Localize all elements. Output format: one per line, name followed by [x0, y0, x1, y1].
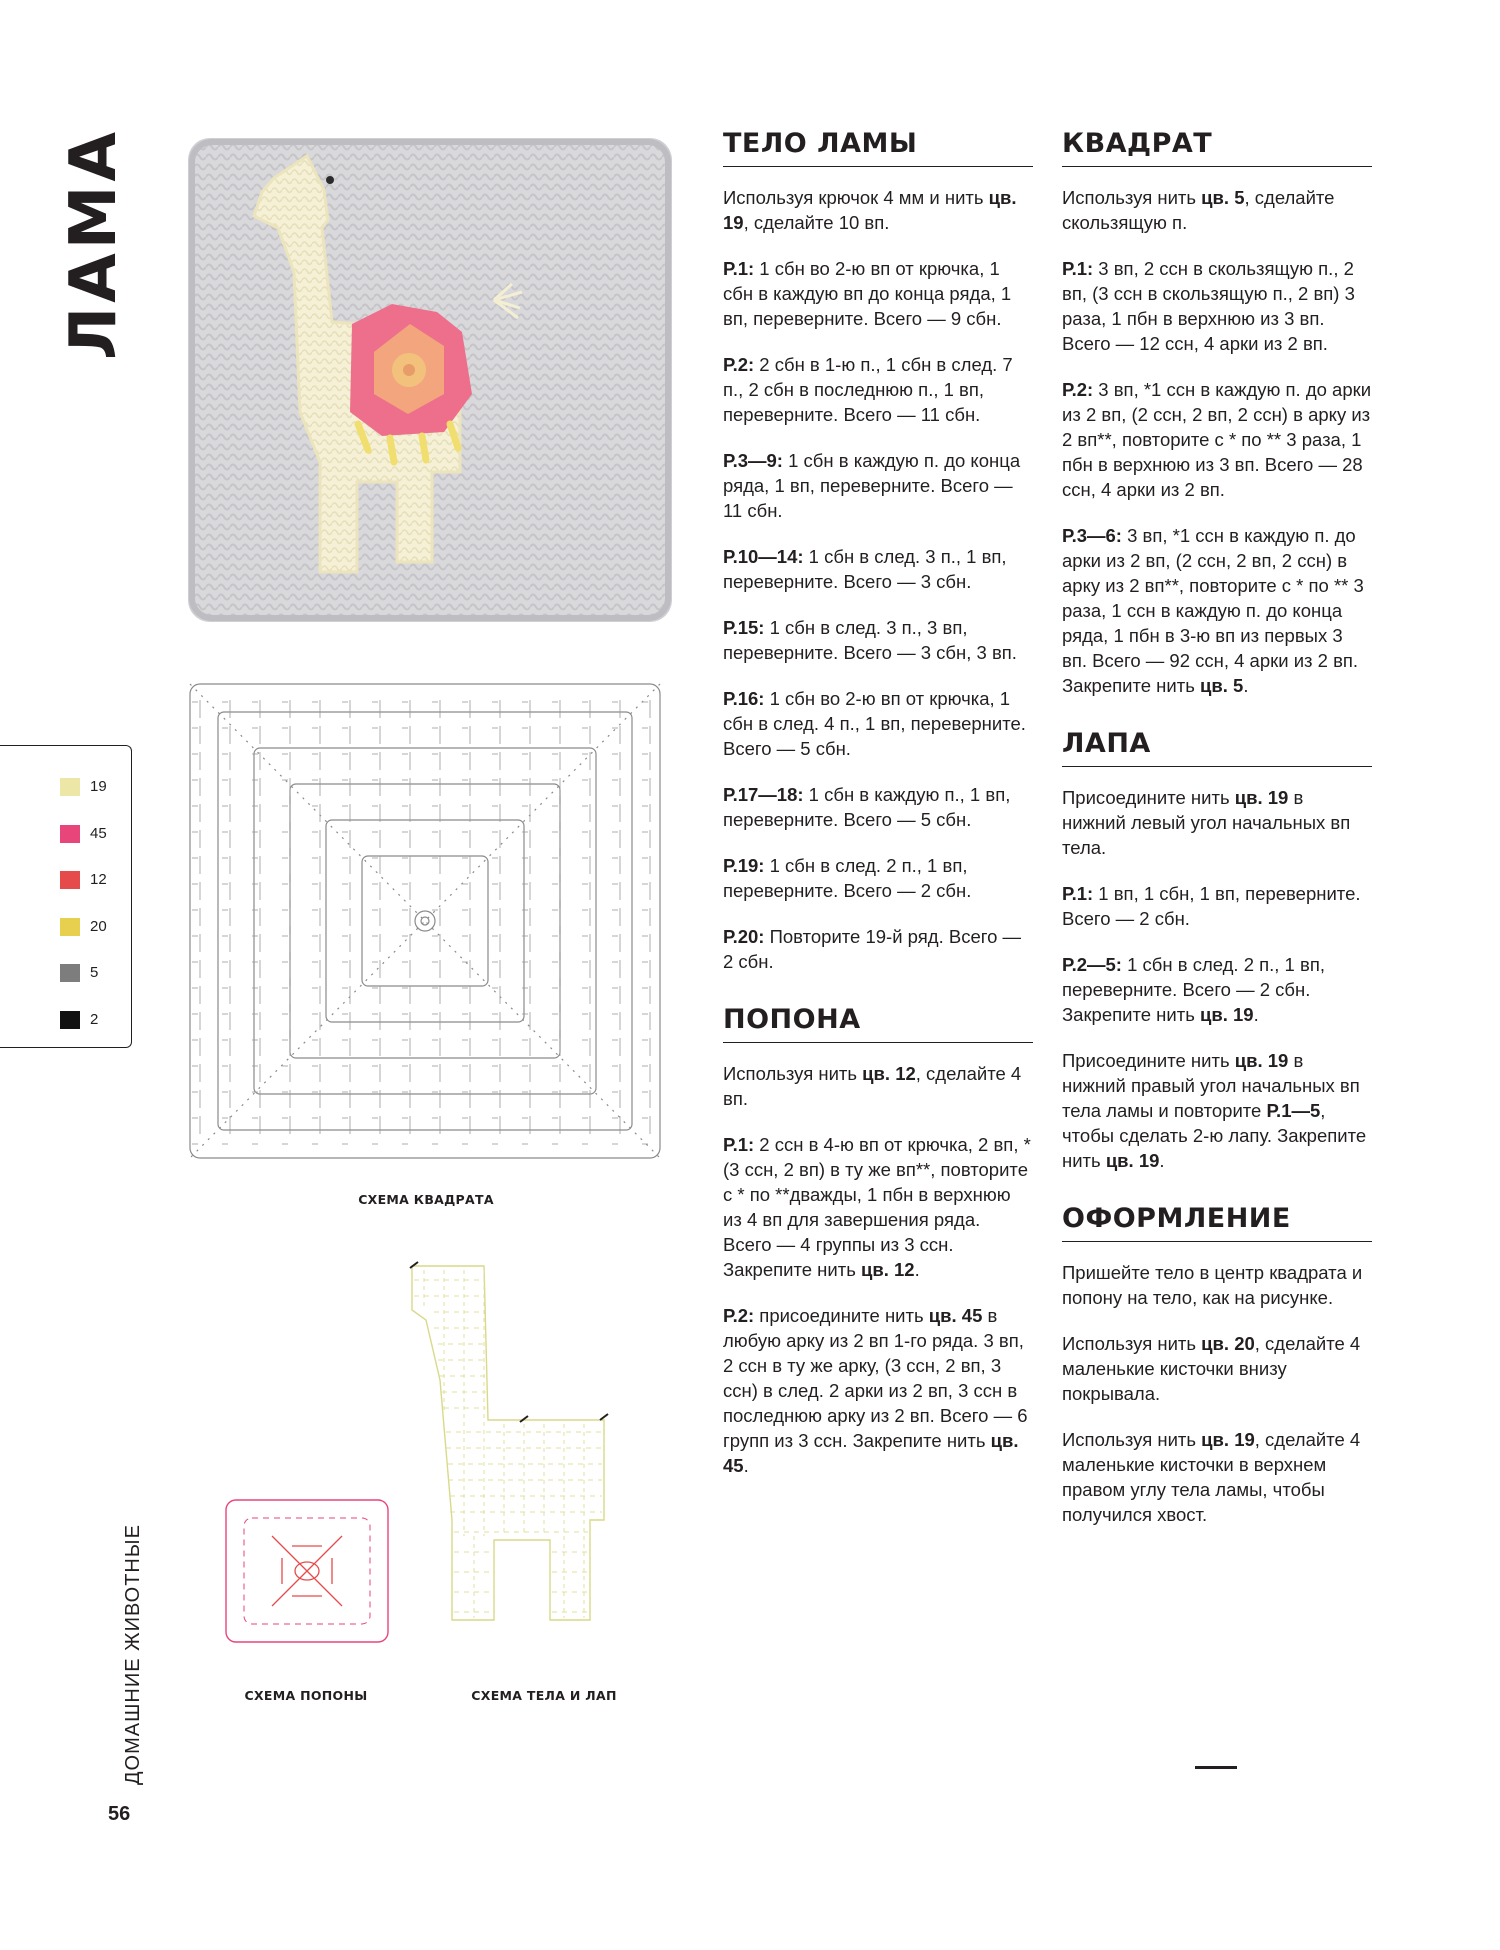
blanket-chart [222, 1496, 392, 1646]
text-run: Повторите 19-й ряд. Всего — 2 сбн. [723, 926, 1022, 972]
text-run: в любую арку из 2 вп 1-го ряда. 3 вп, 2 ссн в ту же арку, (3 ссн, 2 вп, 3 ссн) в след. 2 арки из 2 вп, 3 ссн в последнюю арку из 2 вп. Всего — 6 групп из 3 ссн. Закрепите нить [723, 1305, 1028, 1451]
legend-label: 12 [90, 871, 107, 888]
bold-run: Р.19: [723, 855, 765, 876]
bold-run: цв. 5 [1201, 187, 1245, 208]
section-square [1062, 126, 1372, 698]
legend-swatch [60, 871, 80, 889]
square-chart-caption: СХЕМА КВАДРАТА [358, 1192, 494, 1207]
text-run: 1 сбн во 2-ю вп от крючка, 1 сбн в след. 4 п., 1 вп, переверните. Всего — 5 сбн. [723, 688, 1026, 759]
llama-square-photo [182, 132, 678, 628]
text-run: Присоедините нить [1062, 1050, 1235, 1071]
text-run: Используя нить [1062, 1333, 1202, 1354]
text-run: Пришейте тело в центр квадрата и попону на тело, как на рисунке. [1062, 1262, 1363, 1308]
square-paragraph [1062, 185, 1372, 235]
legend-swatch [60, 825, 80, 843]
section-body [723, 126, 1033, 974]
body-paragraph [723, 448, 1033, 523]
leg-paragraph [1062, 785, 1372, 860]
bold-run: цв. 19 [1105, 1150, 1160, 1171]
blanket-paragraph [723, 1061, 1033, 1111]
section-body-text [723, 185, 1033, 974]
page-title: ЛАМА [57, 128, 131, 360]
text-run: 1 сбн в след. 3 п., 1 вп, переверните. Всего — 3 сбн. [723, 546, 1007, 592]
bold-run: Р.17—18: [723, 784, 804, 805]
section-finishing [1062, 1201, 1372, 1527]
blanket-paragraph [723, 1132, 1033, 1282]
text-run: 1 вп, 1 сбн, 1 вп, переверните. Всего — 2 сбн. [1062, 883, 1361, 929]
body-paragraph [723, 185, 1033, 235]
square-paragraph [1062, 523, 1372, 698]
text-run: , сделайте 10 вп. [743, 212, 890, 233]
legend-label: 45 [90, 824, 107, 842]
text-run: . [1243, 675, 1249, 696]
section-blanket-text [723, 1061, 1033, 1478]
text-run: , сделайте 4 вп. [723, 1063, 1022, 1109]
text-run: 3 вп, *1 ссн в каждую п. до арки из 2 вп, (2 ссн, 2 вп, 2 ссн) в арку из 2 вп**, повторите с * по ** 3 раза, 1 ссн в каждую п. до конца ряда, 1 пбн в 3-ю вп из первых 3 вп. Всего — 92 ссн, 4 арки из 2 вп. Закрепите нить [1062, 525, 1364, 696]
bold-run: Р.2: [723, 354, 755, 375]
text-run: 1 сбн в каждую п. до конца ряда, 1 вп, переверните. Всего — 11 сбн. [723, 450, 1021, 521]
bold-run: цв. 5 [1199, 675, 1244, 696]
bold-run: Р.3—6: [1062, 525, 1122, 546]
blanket-paragraph [723, 1303, 1033, 1478]
bold-run: цв. 19 [723, 187, 1017, 233]
section-finishing-heading: ОФОРМЛЕНИЕ [1062, 1201, 1372, 1242]
body-paragraph [723, 256, 1033, 331]
page-number: 56 [108, 1803, 131, 1825]
legend-label: 2 [90, 1010, 99, 1028]
section-label: ДОМАШНИЕ ЖИВОТНЫЕ [122, 1524, 144, 1785]
section-square-text [1062, 185, 1372, 698]
legend-label: 5 [90, 964, 99, 981]
bold-run: Р.2: [1062, 379, 1094, 400]
bold-run: Р.2: [723, 1305, 755, 1326]
bold-run: цв. 12 [862, 1063, 916, 1084]
text-run: 1 сбн в каждую п., 1 вп, переверните. Всего — 5 сбн. [723, 784, 1011, 830]
text-run: , сделайте 4 маленькие кисточки внизу покрывала. [1062, 1333, 1361, 1404]
bold-run: Р.20: [723, 926, 765, 947]
bold-run: цв. 19 [1199, 1004, 1254, 1025]
text-run: 1 сбн в след. 2 п., 1 вп, переверните. Всего — 2 сбн. [723, 855, 972, 901]
legend-swatch [60, 778, 80, 796]
bold-run: Р.2—5: [1062, 954, 1122, 975]
text-run: присоедините нить [754, 1305, 929, 1326]
text-run: 2 ссн в 4-ю вп от крючка, 2 вп, *(3 ссн, 2 вп) в ту же вп**, повторите с * по **дважды, 1 пбн в верхнюю из 4 вп для завершения ряда. Всего — 4 группы из 3 ссн. Закрепите нить [723, 1134, 1031, 1280]
bold-run: цв. 19 [1234, 787, 1289, 808]
text-run: в нижний правый угол начальных вп тела ламы и повторите [1062, 1050, 1360, 1121]
text-run: , чтобы сделать 2-ю лапу. Закрепите нить [1062, 1100, 1367, 1171]
text-run: 3 вп, *1 ссн в каждую п. до арки из 2 вп, (2 ссн, 2 вп, 2 ссн) в арку из 2 вп**, повторите с * по ** 3 раза, 1 пбн в верхнюю из 3 вп. Всего — 28 ссн, 4 арки из 2 вп. [1062, 379, 1372, 500]
bold-run: цв. 19 [1234, 1050, 1289, 1071]
legend-swatch [60, 918, 80, 936]
bold-run: Р.1: [723, 1134, 755, 1155]
bold-run: Р.1—5 [1266, 1100, 1321, 1121]
text-run: в нижний левый угол начальных вп тела. [1062, 787, 1351, 858]
body-paragraph [723, 686, 1033, 761]
text-run: Используя нить [723, 1063, 863, 1084]
text-run: . [1159, 1150, 1165, 1171]
section-body-heading: ТЕЛО ЛАМЫ [723, 126, 1033, 167]
text-run: Используя нить [1062, 187, 1202, 208]
text-run: Используя нить [1062, 1429, 1202, 1450]
legend-label: 19 [90, 778, 107, 795]
text-run: 3 вп, 2 ссн в скользящую п., 2 вп, (3 ссн в скользящую п., 2 вп) 3 раза, 1 пбн в верхнюю из 3 вп. Всего — 12 ссн, 4 арки из 2 вп. [1062, 258, 1355, 354]
bold-run: Р.15: [723, 617, 765, 638]
blanket-chart-caption: СХЕМА ПОПОНЫ [244, 1688, 368, 1703]
bold-run: цв. 19 [1201, 1429, 1255, 1450]
text-run: , сделайте 4 маленькие кисточки в верхнем правом углу тела ламы, чтобы получился хвост. [1062, 1429, 1361, 1525]
leg-paragraph [1062, 952, 1372, 1027]
leg-paragraph [1062, 881, 1372, 931]
end-mark [1195, 1766, 1237, 1769]
bold-run: цв. 12 [860, 1259, 915, 1280]
instructions-column-right [1062, 126, 1372, 1548]
section-blanket [723, 1002, 1033, 1478]
bold-run: Р.1: [1062, 258, 1094, 279]
section-leg-heading: ЛАПА [1062, 726, 1372, 767]
legend-swatch [60, 1011, 80, 1029]
instructions-column-left [723, 126, 1033, 1499]
square-paragraph [1062, 256, 1372, 356]
square-paragraph [1062, 377, 1372, 502]
section-square-heading: КВАДРАТ [1062, 126, 1372, 167]
bold-run: Р.1: [723, 258, 755, 279]
body-paragraph [723, 782, 1033, 832]
body-paragraph [723, 853, 1033, 903]
body-paragraph [723, 544, 1033, 594]
body-paragraph [723, 924, 1033, 974]
text-run: . [743, 1455, 749, 1476]
body-paragraph [723, 615, 1033, 665]
square-chart [186, 680, 664, 1162]
bold-run: цв. 45 [928, 1305, 983, 1326]
bold-run: Р.1: [1062, 883, 1094, 904]
color-legend [0, 745, 132, 1048]
text-run: , сделайте скользящую п. [1062, 187, 1335, 233]
finishing-paragraph [1062, 1331, 1372, 1406]
bold-run: Р.10—14: [723, 546, 804, 567]
bold-run: Р.3—9: [723, 450, 783, 471]
bold-run: Р.16: [723, 688, 765, 709]
legend-swatch [60, 964, 80, 982]
section-blanket-heading: ПОПОНА [723, 1002, 1033, 1043]
bold-run: цв. 45 [723, 1430, 1019, 1476]
text-run: . [1253, 1004, 1259, 1025]
text-run: 1 сбн в след. 2 п., 1 вп, переверните. Всего — 2 сбн. Закрепите нить [1062, 954, 1325, 1025]
finishing-paragraph [1062, 1260, 1372, 1310]
body-chart [404, 1240, 614, 1640]
section-leg [1062, 726, 1372, 1173]
section-leg-text [1062, 785, 1372, 1173]
legend-label: 20 [90, 917, 107, 935]
text-run: 1 сбн в след. 3 п., 3 вп, переверните. Всего — 3 сбн, 3 вп. [723, 617, 1017, 663]
text-run: Используя крючок 4 мм и нить [723, 187, 989, 208]
text-run: Присоедините нить [1062, 787, 1235, 808]
text-run: 1 сбн во 2-ю вп от крючка, 1 сбн в каждую вп до конца ряда, 1 вп, переверните. Всего — 9 сбн. [723, 258, 1012, 329]
section-finishing-text [1062, 1260, 1372, 1527]
body-chart-caption: СХЕМА ТЕЛА И ЛАП [471, 1688, 617, 1703]
leg-paragraph [1062, 1048, 1372, 1173]
bold-run: цв. 20 [1201, 1333, 1255, 1354]
text-run: . [914, 1259, 920, 1280]
finishing-paragraph [1062, 1427, 1372, 1527]
body-paragraph [723, 352, 1033, 427]
text-run: 2 сбн в 1-ю п., 1 сбн в след. 7 п., 2 сбн в последнюю п., 1 вп, переверните. Всего — 11 сбн. [723, 354, 1013, 425]
